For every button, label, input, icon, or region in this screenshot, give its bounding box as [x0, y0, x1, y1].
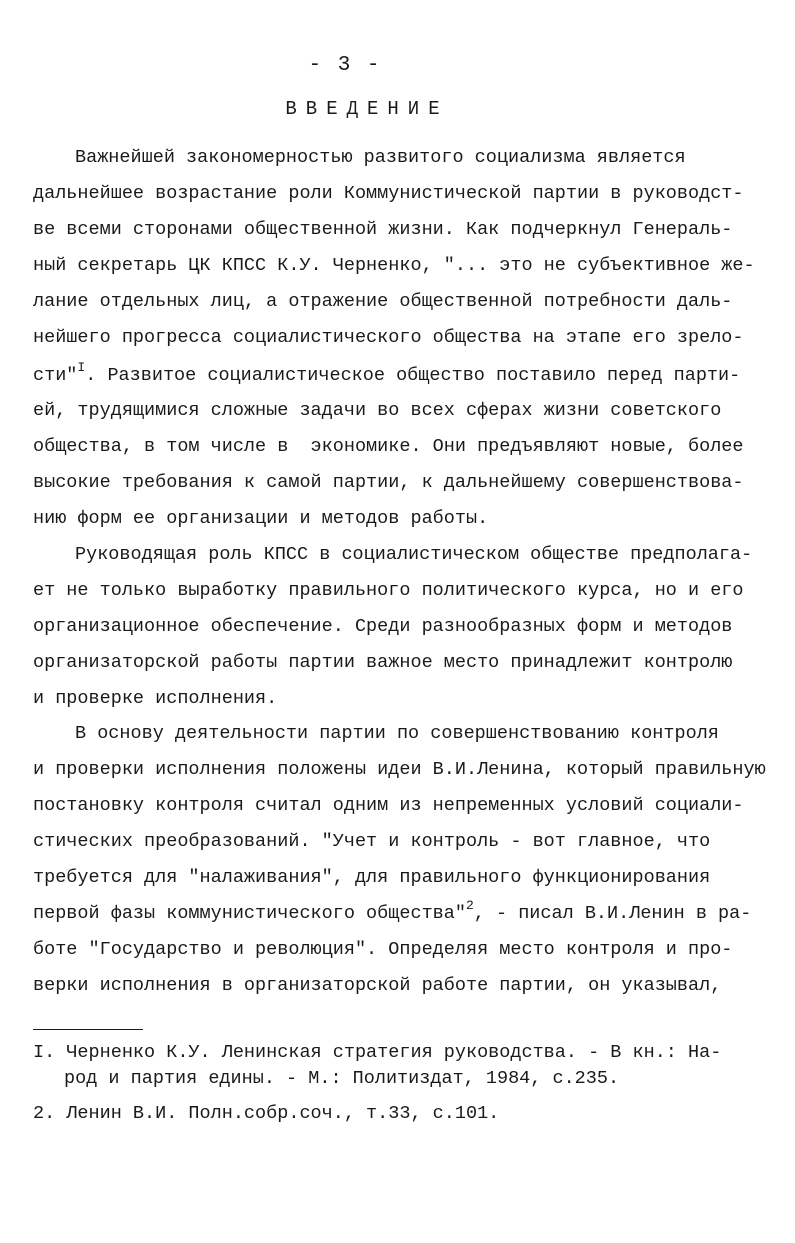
- body-line-text: , - писал В.И.Ленин в ра-: [473, 903, 752, 924]
- body-line: требуется для "налаживания", для правильного функционирования: [33, 867, 711, 888]
- body-line: Руководящая роль КПСС в социалистическом обществе предполага-: [75, 544, 753, 565]
- body-line: организационное обеспечение. Среди разнообразных форм и методов: [33, 616, 733, 637]
- body-line: верки исполнения в организаторской работе партии, он указывал,: [33, 975, 722, 996]
- footnote-ref: I: [77, 359, 86, 375]
- body-line: стических преобразований. "Учет и контроль - вот главное, что: [33, 831, 711, 852]
- body-line: боте "Государство и революция". Определяя место контроля и про-: [33, 939, 733, 960]
- body-line: постановку контроля считал одним из непременных условий социали-: [33, 795, 744, 816]
- body-line: [33, 897, 752, 925]
- body-line: лание отдельных лиц, а отражение общественной потребности даль-: [33, 291, 733, 312]
- footnote-continuation: род и партия едины. - М.: Политиздат, 1984, с.235.: [64, 1068, 620, 1089]
- body-line: высокие требования к самой партии, к дальнейшему совершенствова-: [33, 472, 744, 493]
- body-line: и проверки исполнения положены идеи В.И.Ленина, который правильную: [33, 759, 766, 780]
- body-line: и проверке исполнения.: [33, 688, 278, 709]
- body-line-text: сти": [33, 365, 78, 386]
- body-line: [33, 359, 741, 387]
- body-line: ный секретарь ЦК КПСС К.У. Черненко, "... это не субъективное же-: [33, 255, 755, 276]
- body-line: нейшего прогресса социалистического общества на этапе его зрело-: [33, 327, 744, 348]
- body-line: В основу деятельности партии по совершенствованию контроля: [75, 723, 719, 744]
- footnote: I. Черненко К.У. Ленинская стратегия руководства. - В кн.: На-: [33, 1042, 722, 1063]
- page-number: - 3 -: [308, 54, 382, 77]
- footnote-divider: [33, 1029, 143, 1030]
- footnote: 2. Ленин В.И. Полн.собр.соч., т.33, с.101.: [33, 1103, 500, 1124]
- body-line: общества, в том числе в экономике. Они предъявляют новые, более: [33, 436, 744, 457]
- footnote-ref: 2: [465, 897, 474, 913]
- body-line-text: . Развитое социалистическое общество поставило перед парти-: [85, 365, 741, 386]
- body-line: дальнейшее возрастание роли Коммунистической партии в руководст-: [33, 183, 744, 204]
- body-line: ет не только выработку правильного политического курса, но и его: [33, 580, 744, 601]
- page-title: ВВЕДЕНИЕ: [285, 98, 449, 120]
- body-line: ей, трудящимися сложные задачи во всех сферах жизни советского: [33, 400, 722, 421]
- body-line-text: первой фазы коммунистического общества": [33, 903, 466, 924]
- body-line: организаторской работы партии важное место принадлежит контролю: [33, 652, 733, 673]
- body-line: нию форм ее организации и методов работы.: [33, 508, 489, 529]
- body-line: Важнейшей закономерностью развитого социализма является: [75, 147, 686, 168]
- body-line: ве всеми сторонами общественной жизни. Как подчеркнул Генераль-: [33, 219, 733, 240]
